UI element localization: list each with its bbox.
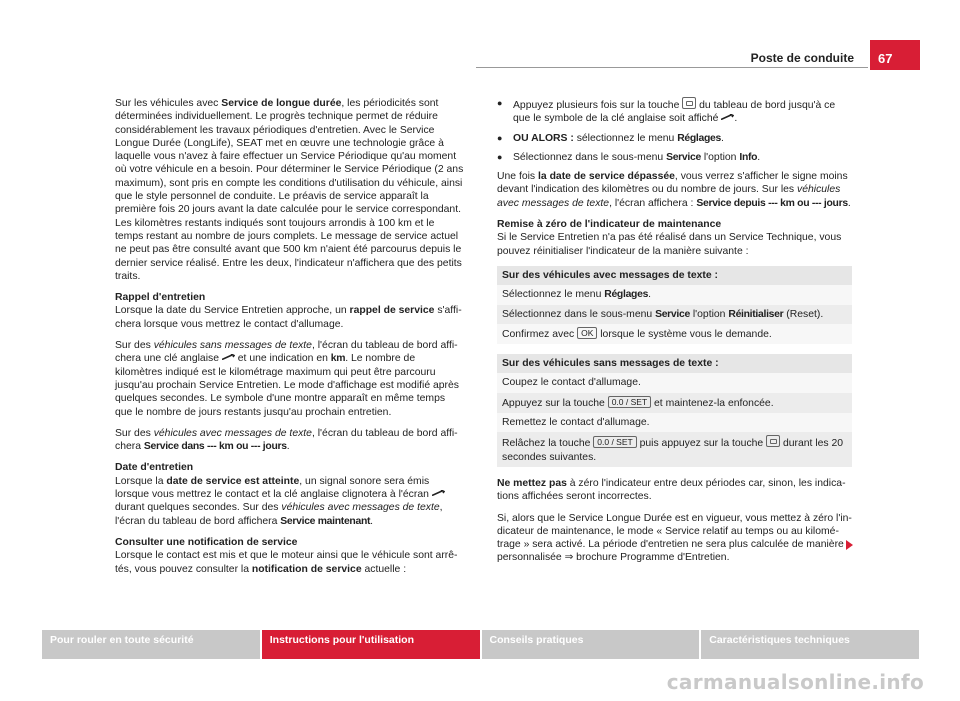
paragraph-longlife-reset: Si, alors que le Service Longue Durée est en vigueur, vous mettez à zéro l'indicateur de maintenance, le mode « Service relatif au temps ou au kilométrage » sera activé. La période d'entretien ne sera plus calculée de manière personnalisée ⇒ brochure Programme d'Entretien. — [497, 512, 852, 564]
table-heading: Sur des véhicules sans messages de texte : — [497, 354, 852, 373]
paragraph-avec-texte: Sur des véhicules avec messages de texte, l'écran du tableau de bord affichera Service dans --- km ou --- jours. — [115, 427, 458, 453]
table-row: Sélectionnez dans le sous-menu Service l'option Réinitialiser (Reset). — [497, 305, 852, 324]
tab-instructions[interactable]: Instructions pour l'utilisation — [262, 630, 480, 659]
tab-caracteristiques[interactable]: Caractéristiques techniques — [701, 630, 919, 659]
footer-tabs — [42, 630, 919, 659]
table-row: Relâchez la touche 0.0 / SET puis appuyez sur la touche durant les 20 secondes suivantes. — [497, 432, 852, 467]
set-key: 0.0 / SET — [608, 396, 651, 408]
table-avec-texte — [497, 266, 852, 344]
bullet-press-key: ● Appuyez plusieurs fois sur la touche du tableau de bord jusqu'à ce que le symbole de la clé anglaise soit affiché . — [497, 97, 852, 126]
bullet-ou-alors: ● OU ALORS : sélectionnez le menu Réglages. — [497, 132, 852, 145]
tab-securite[interactable]: Pour rouler en toute sécurité — [42, 630, 260, 659]
page-number — [870, 40, 920, 70]
paragraph-consult: Lorsque le contact est mis et que le moteur ainsi que le véhicule sont arrêtés, vous pouvez consulter la notification de service actuelle : — [115, 550, 458, 575]
wrench-icon — [721, 114, 734, 120]
right-column — [497, 97, 852, 573]
instrument-key-icon — [682, 97, 696, 109]
paragraph-sans-texte: Sur des véhicules sans messages de texte, l'écran du tableau de bord affichera une clé anglaise et une indication en km. Le nombre de kilomètres indiqué est le kilométrage maximum qui peut être parcouru jusqu'au prochain Service Entretien. Le mode d'affichage est modifié après quelques secondes. Le symbole d'une montre apparaît en même temps que le nombre de jours restants jusqu'au prochain entretien. — [115, 340, 459, 418]
table-heading: Sur des véhicules avec messages de texte : — [497, 266, 852, 285]
bullet-select-service: ● Sélectionnez dans le sous-menu Service l'option Info. — [497, 151, 852, 164]
watermark: carmanualsonline.info — [666, 670, 924, 694]
instrument-key-icon — [766, 435, 780, 447]
table-sans-texte — [497, 354, 852, 467]
paragraph-depassee: Une fois la date de service dépassée, vous verrez s'afficher le signe moins devant l'indication des kilomètres ou du nombre de jours. Sur les véhicules avec messages de texte, l'écran affichera : Service depuis --- km ou --- jours. — [497, 171, 851, 209]
paragraph-warning: Ne mettez pas à zéro l'indicateur entre deux périodes car, sinon, les indications affichées seront incorrectes. — [497, 477, 846, 503]
ok-key: OK — [577, 327, 597, 339]
wrench-icon — [222, 354, 235, 360]
section-title: Poste de conduite — [750, 51, 854, 65]
table-row: Coupez le contact d'allumage. — [497, 373, 852, 392]
page-header — [0, 0, 960, 70]
set-key: 0.0 / SET — [593, 436, 636, 448]
wrench-icon — [432, 490, 445, 496]
heading-rappel: Rappel d'entretien — [115, 292, 206, 304]
paragraph-rappel: Lorsque la date du Service Entretien approche, un rappel de service s'affichera lorsque vous mettrez le contact d'allumage. — [115, 305, 462, 330]
page-number-text: 67 — [878, 50, 893, 66]
heading-reset: Remise à zéro de l'indicateur de maintenance — [497, 219, 722, 231]
continue-arrow-icon — [846, 540, 853, 550]
heading-date: Date d'entretien — [115, 462, 194, 474]
left-column — [115, 97, 465, 584]
tab-conseils[interactable]: Conseils pratiques — [482, 630, 700, 659]
table-row: Sélectionnez le menu Réglages. — [497, 285, 852, 304]
paragraph-reset: Si le Service Entretien n'a pas été réalisé dans un Service Technique, vous pouvez réinitialiser l'indicateur de la manière suivante : — [497, 232, 842, 257]
table-row: Confirmez avec OK lorsque le système vous le demande. — [497, 324, 852, 344]
paragraph-longlife: Sur les véhicules avec Service de longue durée, les périodicités sont déterminées individuellement. Le progrès technique permet de réduire considérablement les travaux périodiques d'entretien. Avec le Service Longue Durée (LongLife), SEAT met en œuvre une technologie grâce à laquelle vous n'avez à faire effectuer un Service Périodique qu'au moment où votre véhicule en a besoin. Pour déterminer le Service Périodique (2 ans maximum), sont pris en compte les conditions d'utilisation du véhicule, ainsi que le style personnel de conduite. Le préavis de service apparaît la première fois 20 jours avant la date calculée pour le service correspondant. Les kilomètres restants indiqués sont toujours arrondis à 100 km et le temps restant au nombre de jours complets. Le message de service actuel ne peut pas être consulté avant que 500 km n'aient été parcourus depuis le dernier service réalisé. Entre les deux, l'indicateur n'affichera que des petits traits. — [115, 98, 464, 282]
table-row: Appuyez sur la touche 0.0 / SET et maintenez-la enfoncée. — [497, 393, 852, 413]
heading-consult: Consulter une notification de service — [115, 536, 298, 548]
header-rule — [476, 67, 868, 68]
table-row: Remettez le contact d'allumage. — [497, 413, 852, 432]
paragraph-date: Lorsque la date de service est atteinte, un signal sonore sera émis lorsque vous mettrez le contact et la clé anglaise clignotera à l'écran durant quelques secondes. Sur des véhicules avec messages de texte, l'écran du tableau de bord affichera Service maintenant. — [115, 475, 465, 528]
